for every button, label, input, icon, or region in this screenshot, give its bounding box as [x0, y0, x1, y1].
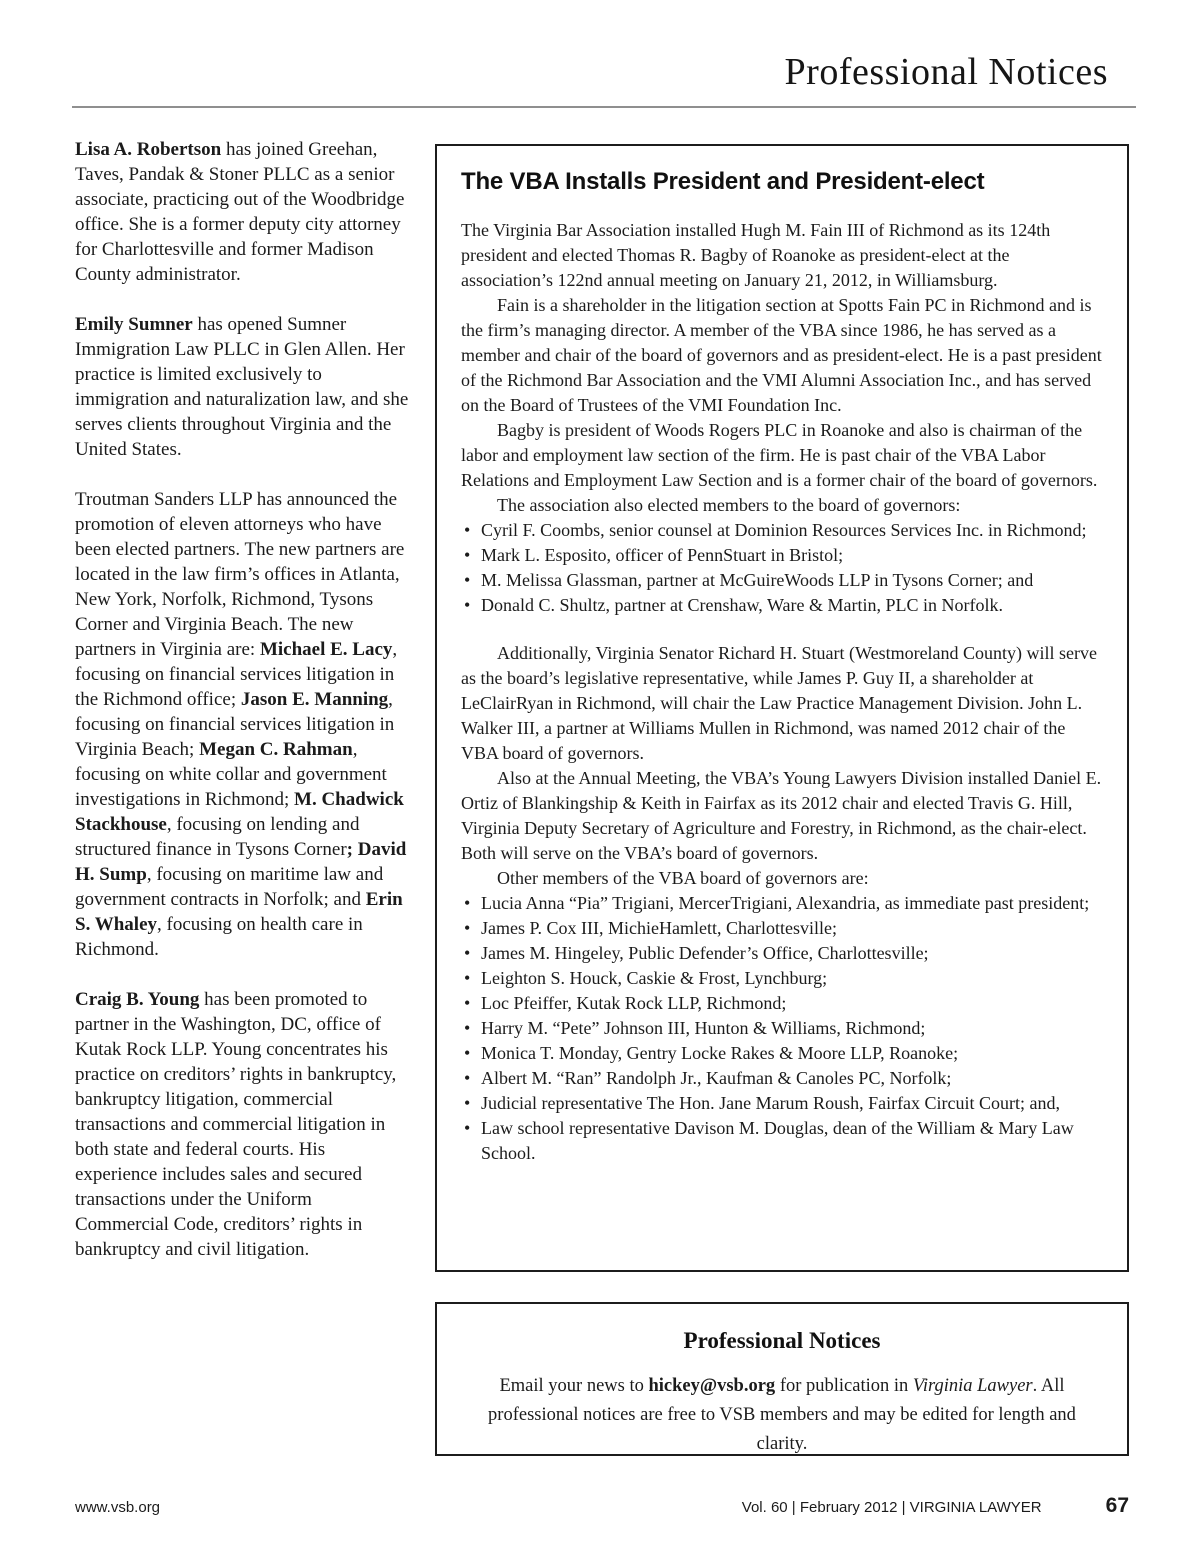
bold-text: hickey@vsb.org — [648, 1376, 776, 1396]
text-run: Harry M. “Pete” Johnson III, Hunton & Williams, Richmond; — [481, 1018, 926, 1038]
bullet-icon: • — [464, 570, 471, 590]
board-member-item — [461, 1041, 1103, 1066]
bold-text: Emily Sumner — [75, 314, 193, 335]
bullet-icon: • — [464, 893, 471, 913]
article-paragraph — [461, 293, 1103, 418]
italic-text: Virginia Lawyer — [912, 1376, 1033, 1396]
text-run: Leighton S. Houck, Caskie & Frost, Lynchburg; — [481, 968, 828, 988]
professional-notices-box — [435, 1302, 1129, 1456]
article-body — [461, 218, 1103, 1166]
board-member-item — [461, 1066, 1103, 1091]
left-column — [75, 137, 409, 1287]
bold-text: Jason E. Manning — [240, 689, 389, 710]
paragraph-spacer — [461, 618, 1103, 641]
footer-right — [742, 1494, 1129, 1518]
header-rule — [72, 106, 1136, 108]
text-run: Bagby is president of Woods Rogers PLC in Roanoke and also is chairman of the labor and employment law section of the firm. He is past chair of the VBA Labor Relations and Employment Law Section and is a former chair of the board of governors. — [461, 420, 1098, 490]
bullet-icon: • — [464, 1068, 471, 1088]
board-member-item — [461, 593, 1103, 618]
bullet-icon: • — [464, 545, 471, 565]
board-member-item — [461, 1016, 1103, 1041]
text-run: James P. Cox III, MichieHamlett, Charlottesville; — [481, 918, 837, 938]
bullet-icon: • — [464, 968, 471, 988]
bullet-icon: • — [464, 595, 471, 615]
bold-text: David H. Sump — [75, 839, 407, 885]
text-run: Monica T. Monday, Gentry Locke Rakes & Moore LLP, Roanoke; — [481, 1043, 959, 1063]
text-run: has opened Sumner Immigration Law PLLC in Glen Allen. Her practice is limited exclusively to immigration and naturalization law, and she serves clients throughout Virginia and the United States. — [75, 314, 409, 460]
bullet-icon: • — [464, 918, 471, 938]
bullet-icon: • — [464, 520, 471, 540]
bold-text: Megan C. Rahman — [199, 739, 353, 760]
text-run: , focusing on white collar and government investigations in Richmond; — [75, 739, 387, 810]
notice-paragraph — [75, 987, 409, 1262]
text-run: Mark L. Esposito, officer of PennStuart in Bristol; — [481, 545, 844, 565]
vba-article-box — [435, 144, 1129, 1272]
text-run: Law school representative Davison M. Douglas, dean of the William & Mary Law School. — [481, 1118, 1074, 1163]
text-run: , focusing on maritime law and government contracts in Norfolk; and — [75, 864, 384, 910]
article-title: The VBA Installs President and President-elect — [461, 168, 985, 195]
text-run: Loc Pfeiffer, Kutak Rock LLP, Richmond; — [481, 993, 787, 1013]
board-member-item — [461, 941, 1103, 966]
page-number: 67 — [1105, 1494, 1129, 1517]
article-paragraph — [461, 218, 1103, 293]
text-run: has been promoted to partner in the Washington, DC, office of Kutak Rock LLP. Young concentrates his practice on creditors’ rights in bankruptcy, bankruptcy litigation, commercial transactions and commercial litigation in both state and federal courts. His experience includes sales and secured transactions under the Uniform Commercial Code, creditors’ rights in bankruptcy and civil litigation. — [75, 989, 397, 1260]
bullet-icon: • — [464, 993, 471, 1013]
bold-text: Craig B. Young — [75, 989, 200, 1010]
text-run: Additionally, Virginia Senator Richard H. Stuart (Westmoreland County) will serve as the board’s legislative representative, while James P. Guy II, a shareholder at LeClairRyan in Richmond, will chair the Law Practice Management Division. John L. Walker III, a partner at Williams Mullen in Richmond, was named 2012 chair of the VBA board of governors. — [461, 643, 1098, 763]
notice-paragraph — [75, 312, 409, 462]
footer-website: www.vsb.org — [75, 1499, 161, 1516]
article-paragraph — [461, 766, 1103, 866]
text-run: , focusing on financial services litigation in Virginia Beach; — [75, 689, 395, 760]
text-run: The association also elected members to the board of governors: — [497, 495, 961, 515]
text-run: Troutman Sanders LLP has announced the promotion of eleven attorneys who have been elected partners. The new partners are located in the law firm’s offices in Atlanta, New York, Norfolk, Richmond, Tysons Corner and Virginia Beach. The new partners in Virginia are: — [75, 489, 405, 660]
bold-text: M. Chadwick Stackhouse — [75, 789, 404, 835]
text-run: Donald C. Shultz, partner at Crenshaw, Ware & Martin, PLC in Norfolk. — [481, 595, 1003, 615]
board-member-item — [461, 916, 1103, 941]
board-member-item — [461, 966, 1103, 991]
text-run: , focusing on lending and structured finance in Tysons Corner — [75, 814, 360, 860]
text-run: Albert M. “Ran” Randolph Jr., Kaufman & Canoles PC, Norfolk; — [481, 1068, 952, 1088]
footer-issue-info: Vol. 60 | February 2012 | VIRGINIA LAWYER — [741, 1499, 1042, 1516]
notices-box-body — [467, 1372, 1097, 1456]
text-run: Email your news to — [499, 1376, 649, 1396]
bullet-icon: • — [464, 1093, 471, 1113]
bold-text: Erin S. Whaley — [75, 889, 403, 935]
board-member-item — [461, 1091, 1103, 1116]
notices-box-title: Professional Notices — [683, 1328, 881, 1353]
bullet-icon: • — [464, 1118, 471, 1138]
board-member-item — [461, 1116, 1103, 1166]
text-run: The Virginia Bar Association installed Hugh M. Fain III of Richmond as its 124th president and elected Thomas R. Bagby of Roanoke as president-elect at the association’s 122nd annual meeting on January 21, 2012, in Williamsburg. — [461, 220, 1051, 290]
text-run: James M. Hingeley, Public Defender’s Office, Charlottesville; — [481, 943, 929, 963]
text-run: Fain is a shareholder in the litigation section at Spotts Fain PC in Richmond and is the firm’s managing director. A member of the VBA since 1986, he has served as a member and chair of the board of governors and as president-elect. He is a past president of the Richmond Bar Association and the VMI Alumni Association Inc., and has served on the Board of Trustees of the VMI Foundation Inc. — [461, 295, 1102, 415]
text-run: Judicial representative The Hon. Jane Marum Roush, Fairfax Circuit Court; and, — [481, 1093, 1061, 1113]
text-run: , focusing on health care in Richmond. — [75, 914, 363, 960]
text-run: M. Melissa Glassman, partner at McGuireWoods LLP in Tysons Corner; and — [481, 570, 1034, 590]
article-paragraph — [461, 493, 1103, 518]
text-run: Also at the Annual Meeting, the VBA’s Young Lawyers Division installed Daniel E. Ortiz of Blankingship & Keith in Fairfax as its 2012 chair and elected Travis G. Hill, Virginia Deputy Secretary of Agriculture and Forestry, in Richmond, as the chair-elect. Both will serve on the VBA’s board of governors. — [461, 768, 1102, 863]
bold-text: ; — [346, 839, 353, 860]
article-paragraph — [461, 641, 1103, 766]
bold-text: Lisa A. Robertson — [75, 139, 222, 160]
text-run: , focusing on financial services litigation in the Richmond office; — [75, 639, 398, 710]
board-member-item — [461, 518, 1103, 543]
bullet-icon: • — [464, 943, 471, 963]
board-member-item — [461, 891, 1103, 916]
text-run: Lucia Anna “Pia” Trigiani, MercerTrigiani, Alexandria, as immediate past president; — [481, 893, 1090, 913]
bullet-icon: • — [464, 1018, 471, 1038]
notice-paragraph — [75, 487, 409, 962]
bold-text: Michael E. Lacy — [259, 639, 393, 660]
text-run: for publication in — [775, 1376, 913, 1396]
notice-paragraph — [75, 137, 409, 287]
text-run: Other members of the VBA board of governors are: — [497, 868, 869, 888]
page-title: Professional Notices — [784, 51, 1108, 93]
article-paragraph — [461, 866, 1103, 891]
text-run: Cyril F. Coombs, senior counsel at Dominion Resources Services Inc. in Richmond; — [481, 520, 1087, 540]
board-member-item — [461, 568, 1103, 593]
article-paragraph — [461, 418, 1103, 493]
board-member-item — [461, 991, 1103, 1016]
text-run: has joined Greehan, Taves, Pandak & Stoner PLLC as a senior associate, practicing out of the Woodbridge office. She is a former deputy city attorney for Charlottesville and former Madison County administrator. — [75, 139, 405, 285]
text-run: . All professional notices are free to VSB members and may be edited for length and clarity. — [488, 1376, 1076, 1454]
board-member-item — [461, 543, 1103, 568]
footer — [75, 1494, 1129, 1518]
bullet-icon: • — [464, 1043, 471, 1063]
